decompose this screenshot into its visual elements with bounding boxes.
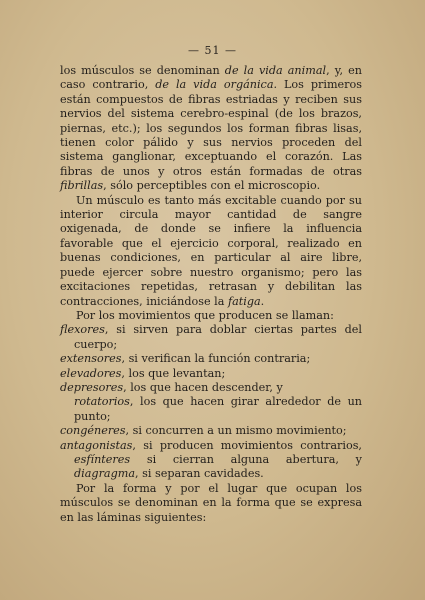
list-item: elevadores, los que levantan; <box>60 366 226 380</box>
list-item: depresores, los que hacen descender, y <box>60 380 283 394</box>
term-fibrillas: fibrillas <box>60 179 104 193</box>
list-item: rotatorios, los que hacen girar alrededor de un punto; <box>74 395 362 423</box>
term-fatiga: fatiga <box>227 294 261 308</box>
list-item: congéneres, si concurren a un mismo movimiento; <box>60 424 347 438</box>
term-vida-organica: de la vida orgánica <box>155 78 274 92</box>
paragraph-muscle-types: los músculos se denominan de la vida animal, y, en caso contrario, de la vida orgánica. Los primeros están compuestos de fibras estriadas y reciben sus nervios del sistema cerebro-espinal (de los brazos, piernas, etc.); los segundos los forman fibras lisas, tienen color pálido y sus nervios proceden del sistema ganglionar, exceptuando el corazón. Las fibras de unos y otros están formadas de otras fibrillas, sólo perceptibles con el microscopio. <box>60 64 363 193</box>
paragraph-excitability: Un músculo es tanto más excitable cuando por su interior circula mayor cantidad de sangre oxigenada, de donde se infiere la influencia favorable que el ejercicio corporal, realizado en buenas condiciones, en particular al aire libre, puede ejercer sobre nuestro organismo; pero las excitaciones repetidas, retrasan y debilitan las contracciones, iniciándose la fatiga. <box>60 193 362 308</box>
paragraph-form-location: Por la forma y por el lugar que ocupan los músculos se denominan en la forma que se expresa en las láminas siguientes: <box>60 481 362 524</box>
paragraph-movements-intro: Por los movimientos que producen se llaman: <box>76 308 334 322</box>
body-text <box>60 64 362 525</box>
page-number: — 51 — <box>188 44 237 57</box>
list-item: antagonistas, si producen movimientos contrarios, esfínteres si cierran alguna abertura, y diagragma, si separan cavidades. <box>60 438 362 481</box>
list-item: extensores, si verifican la función contraria; <box>60 352 311 366</box>
term-vida-animal: de la vida animal <box>224 64 327 77</box>
list-item: flexores, si sirven para doblar ciertas partes del cuerpo; <box>60 323 362 351</box>
